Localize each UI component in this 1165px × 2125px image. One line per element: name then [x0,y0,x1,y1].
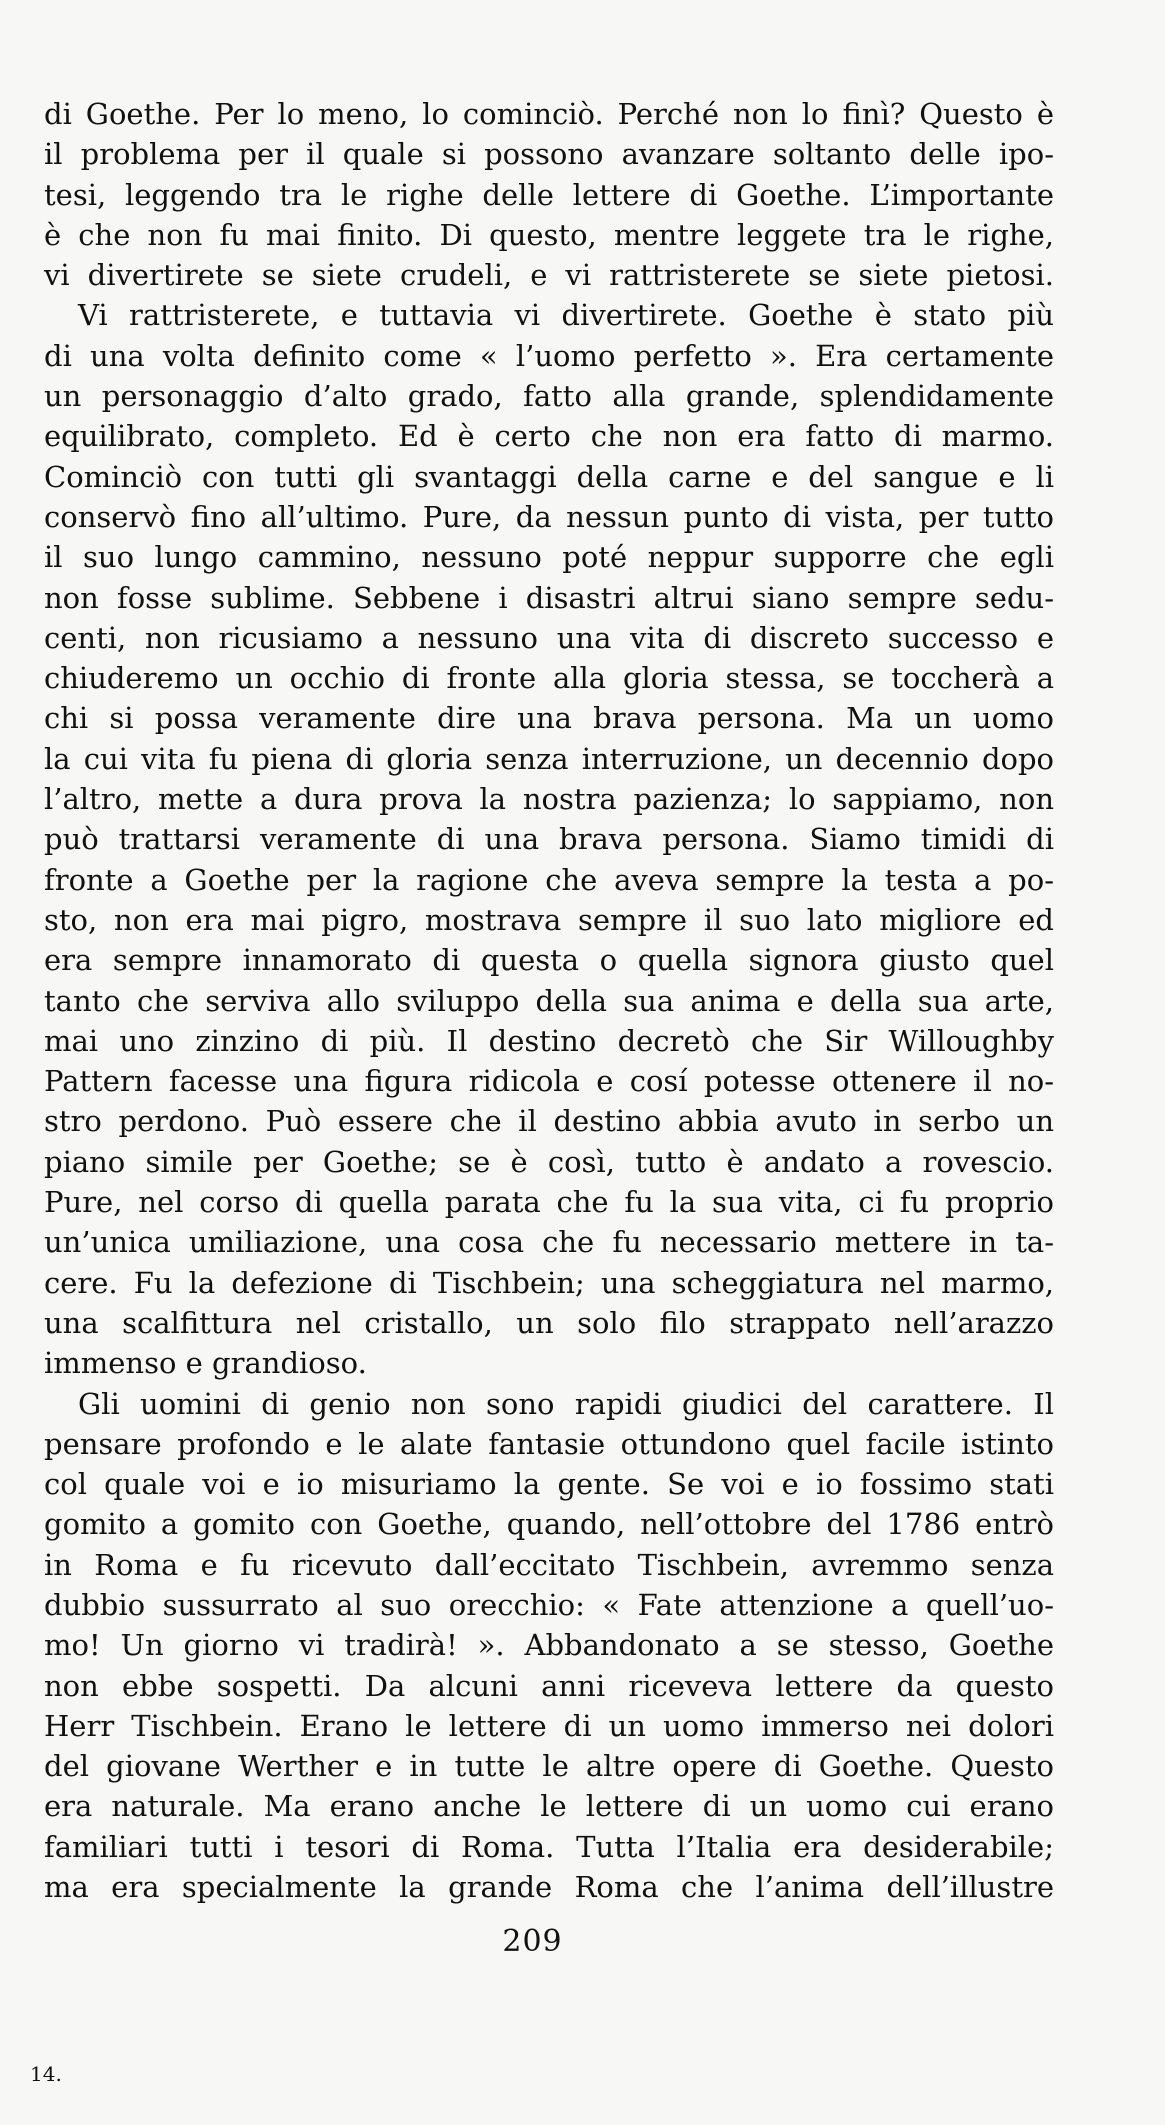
text-line: centi, non ricusiamo a nessuno una vita di discreto successo e [44,620,1054,655]
text-line: sto, non era mai pigro, mostrava sempre il suo lato migliore ed [44,902,1054,937]
text-line: tanto che serviva allo sviluppo della sua anima e della sua arte, [44,983,1054,1018]
text-line: in Roma e fu ricevuto dall’eccitato Tischbein, avremmo senza [44,1547,1054,1582]
text-line: un personaggio d’alto grado, fatto alla grande, splendidamente [44,379,1054,414]
text-line: ma era specialmente la grande Roma che l’anima dell’illustre [44,1870,1054,1905]
text-line: di Goethe. Per lo meno, lo cominciò. Perché non lo finì? Questo è [44,97,1054,131]
text-line: pensare profondo e le alate fantasie ottundono quel facile istinto [44,1426,1054,1461]
text-line: non fosse sublime. Sebbene i disastri altrui siano sempre sedu- [44,580,1054,615]
text-line: Herr Tischbein. Erano le lettere di un uomo immerso nei dolori [44,1708,1054,1743]
text-line: conservò fino all’ultimo. Pure, da nessun punto di vista, per tutto [44,499,1054,534]
text-line: Pattern facesse una figura ridicola e cosí potesse ottenere il no- [44,1064,1054,1099]
paragraph-start-line: Gli uomini di genio non sono rapidi giudici del carattere. Il [78,1386,1054,1421]
text-line: gomito a gomito con Goethe, quando, nell’ottobre del 1786 entrò [44,1507,1054,1542]
text-line: non ebbe sospetti. Da alcuni anni riceveva lettere da questo [44,1668,1054,1703]
text-line: Cominciò con tutti gli svantaggi della carne e del sangue e li [44,459,1054,494]
text-line: un’unica umiliazione, una cosa che fu necessario mettere in ta- [44,1225,1054,1260]
text-line: l’altro, mette a dura prova la nostra pazienza; lo sappiamo, non [44,782,1054,817]
text-line: Pure, nel corso di quella parata che fu la sua vita, ci fu proprio [44,1185,1054,1220]
text-line: del giovane Werther e in tutte le altre opere di Goethe. Questo [44,1749,1054,1784]
text-line: tesi, leggendo tra le righe delle lettere di Goethe. L’importante [44,177,1054,212]
signature-mark: 14. [30,2062,62,2086]
text-line: di una volta definito come « l’uomo perfetto ». Era certamente [44,338,1054,373]
paragraph-end-line: immenso e grandioso. [44,1346,367,1381]
text-line: la cui vita fu piena di gloria senza interruzione, un decennio dopo [44,741,1054,776]
text-line: dubbio sussurrato al suo orecchio: « Fate attenzione a quell’uo- [44,1587,1054,1622]
text-line: una scalfittura nel cristallo, un solo filo strappato nell’arazzo [44,1305,1054,1340]
paragraph-start-line: Vi rattristerete, e tuttavia vi divertirete. Goethe è stato più [78,298,1054,333]
text-line: equilibrato, completo. Ed è certo che non era fatto di marmo. [44,419,1054,454]
body-text [44,94,1054,1907]
text-line: mo! Un giorno vi tradirà! ». Abbandonato a se stesso, Goethe [44,1628,1054,1663]
text-line: il problema per il quale si possono avanzare soltanto delle ipo- [44,137,1054,172]
text-line: vi divertirete se siete crudeli, e vi rattristerete se siete pietosi. [44,258,1054,293]
text-line: era naturale. Ma erano anche le lettere di un uomo cui erano [44,1789,1054,1824]
page-number: 209 [502,1924,563,1959]
text-line: piano simile per Goethe; se è così, tutto è andato a rovescio. [44,1144,1054,1179]
text-line: cere. Fu la defezione di Tischbein; una scheggiatura nel marmo, [44,1265,1054,1300]
text-line: chiuderemo un occhio di fronte alla gloria stessa, se toccherà a [44,661,1054,696]
text-line: stro perdono. Può essere che il destino abbia avuto in serbo un [44,1104,1054,1139]
text-line: familiari tutti i tesori di Roma. Tutta l’Italia era desiderabile; [44,1829,1054,1864]
text-line: col quale voi e io misuriamo la gente. Se voi e io fossimo stati [44,1467,1054,1502]
text-line: mai uno zinzino di più. Il destino decretò che Sir Willoughby [44,1023,1054,1058]
text-line: fronte a Goethe per la ragione che aveva sempre la testa a po- [44,862,1054,897]
text-line: è che non fu mai finito. Di questo, mentre leggete tra le righe, [44,217,1054,252]
text-line: il suo lungo cammino, nessuno poté neppur supporre che egli [44,540,1054,575]
text-line: può trattarsi veramente di una brava persona. Siamo timidi di [44,822,1054,857]
text-line: era sempre innamorato di questa o quella signora giusto quel [44,943,1054,978]
text-line: chi si possa veramente dire una brava persona. Ma un uomo [44,701,1054,736]
